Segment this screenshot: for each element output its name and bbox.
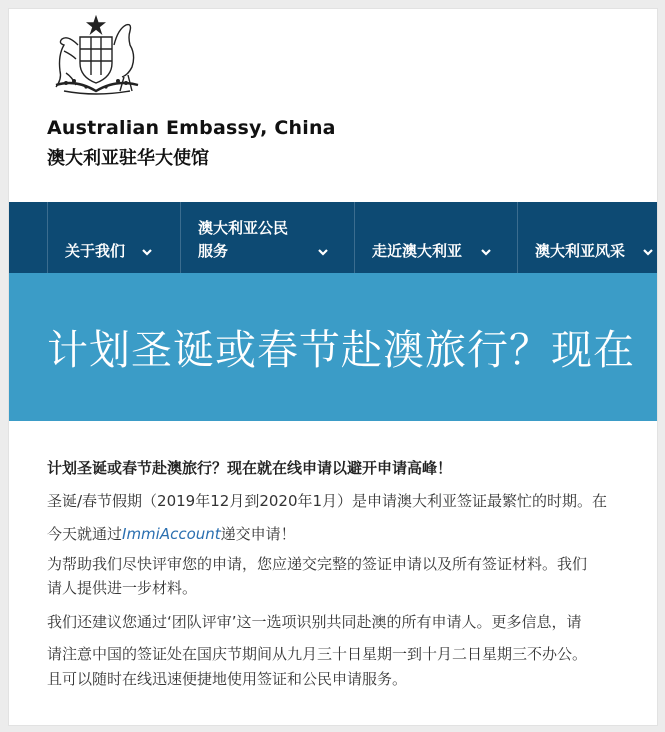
nav-item-about-us[interactable]: [47, 202, 180, 273]
nav-item-label: 走近澳大利亚: [372, 242, 463, 260]
coat-of-arms-logo[interactable]: [46, 15, 146, 99]
nav-item-label: 关于我们: [65, 242, 126, 260]
chevron-down-icon: [641, 245, 655, 259]
paragraph-group-review: 我们还建议您通过‘团队评审’这一选项识别共同赴澳的所有申请人。更多信息，请: [47, 613, 582, 631]
paragraph-complete-application: 为帮助我们尽快评审您的申请，您应递交完整的签证申请以及所有签证材料。我们 请人提供进一步材料。: [47, 555, 588, 597]
paragraph-national-day-notice: 请注意中国的签证处在国庆节期间从九月三十日星期一到十月二日星期三不办公。 且可以随时在线迅速便捷地使用签证和公民申请服务。: [47, 645, 588, 688]
chevron-down-icon: [316, 245, 330, 259]
chevron-down-icon: [140, 245, 154, 259]
nav-item-discover-australia[interactable]: [354, 202, 517, 273]
page-frame: [8, 8, 658, 726]
nav-item-label: 澳大利亚风采: [535, 242, 626, 260]
paragraph-holiday-period: 圣诞/春节假期（2019年12月到2020年1月）是申请澳大利亚签证最繁忙的时期。在: [47, 492, 608, 510]
page-title: 计划圣诞或春节赴澳旅行？现在: [47, 326, 635, 374]
nav-item-australia-style[interactable]: [517, 202, 657, 273]
nav-item-label: 澳大利亚公民 服务: [198, 219, 289, 260]
paragraph-apply-today: 今天就通过ImmiAccount递交申请！: [47, 525, 296, 543]
site-title-en[interactable]: Australian Embassy, China: [47, 117, 336, 139]
site-title-cn[interactable]: 澳大利亚驻华大使馆: [47, 148, 209, 169]
chevron-down-icon: [479, 245, 493, 259]
lead-paragraph: 计划圣诞或春节赴澳旅行？现在就在线申请以避开申请高峰！: [47, 459, 453, 477]
nav-item-citizen-services[interactable]: [180, 202, 354, 273]
hero-banner: [9, 273, 657, 421]
article-body: [47, 457, 658, 692]
immiaccount-link[interactable]: ImmiAccount: [122, 525, 221, 543]
main-nav: [9, 202, 657, 273]
